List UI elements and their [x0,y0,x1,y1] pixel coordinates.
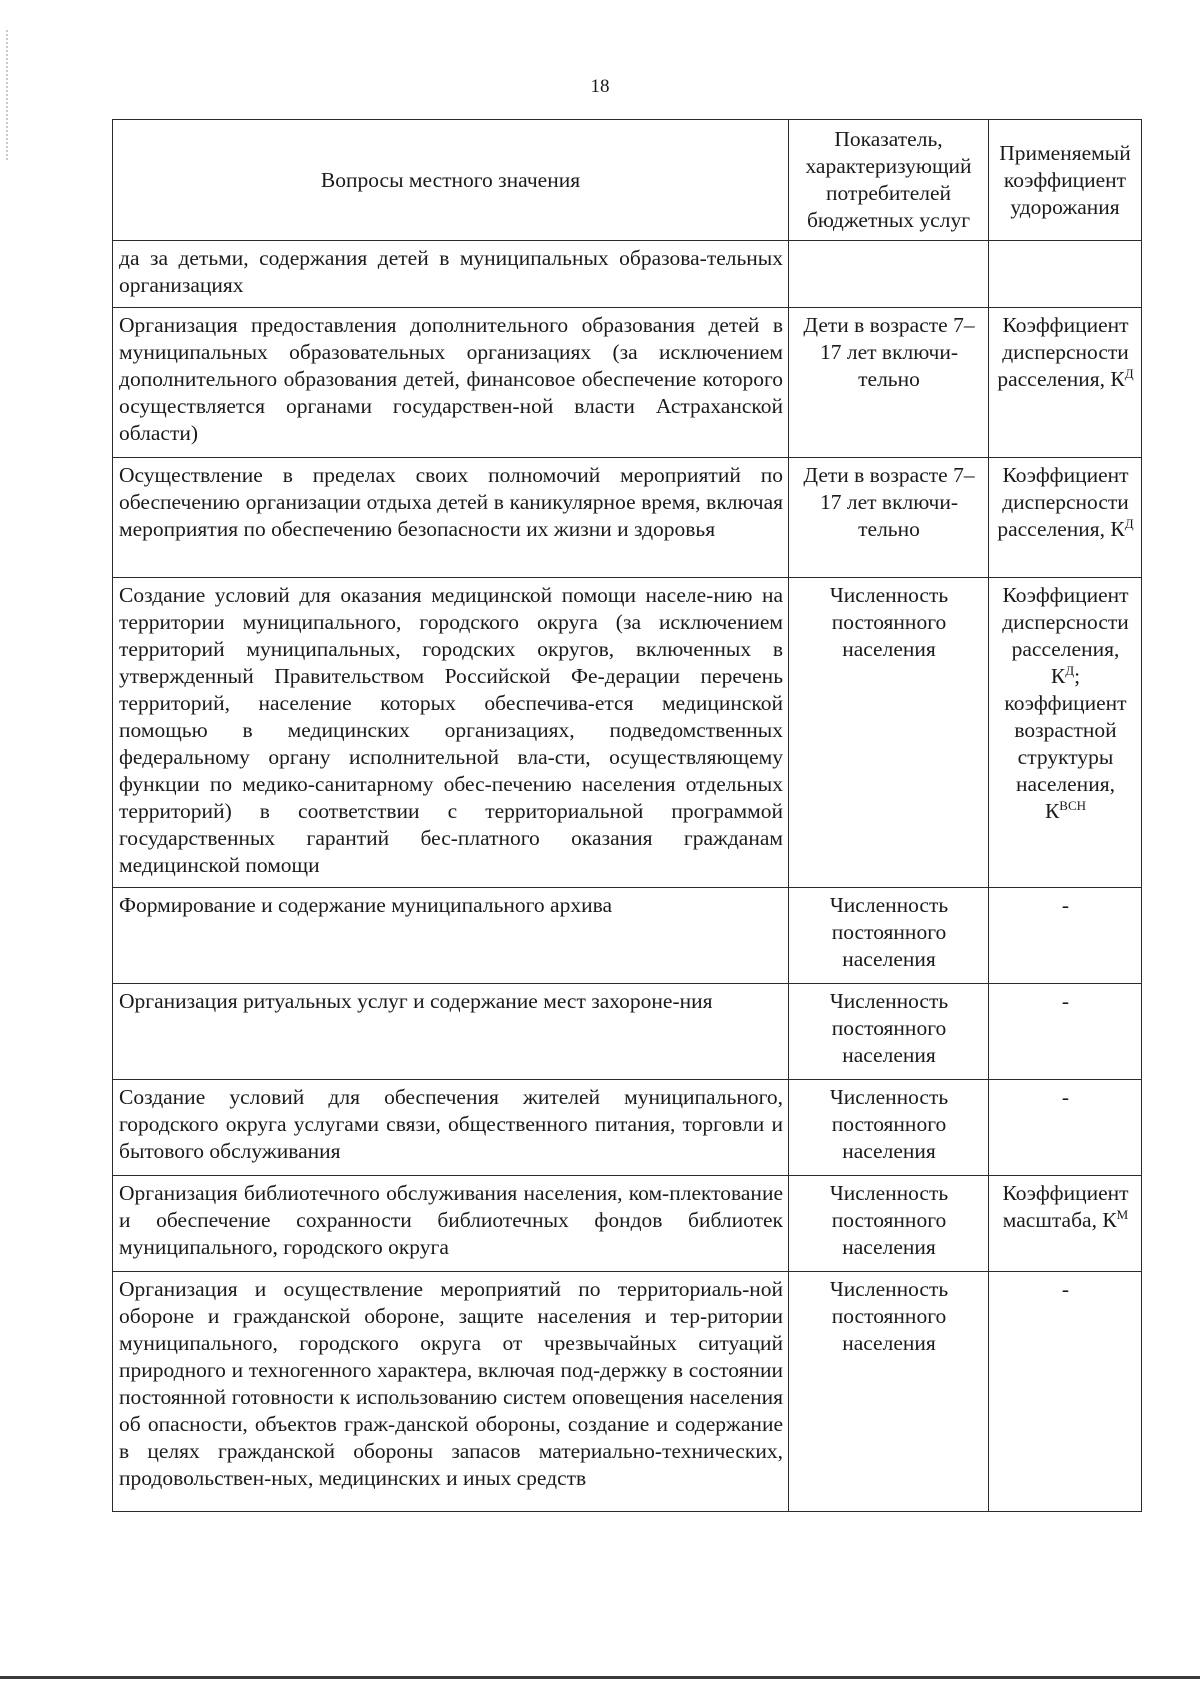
question-cell: Организация ритуальных услуг и содержание мест захороне-ния [113,984,789,1080]
page-number: 18 [590,76,610,97]
coefficient-superscript: Д [1065,662,1075,678]
indicator-cell: Дети в возрасте 7–17 лет включи-тельно [789,308,989,458]
question-cell: Создание условий для оказания медицинской помощи населе-нию на территории муниципального, городского округа (за исключением территорий муниципальных, городских округов, включенных в утвержденный Правительством Российской Фе-дерации перечень территорий, население которых обеспечива-ется медицинской помощью в медицинских организациях, подведомственных федеральному органу исполнительной вла-сти, осуществляющему функции по медико-санитарному обес-печению населения отдельных территорий) в соответствии с территориальной программой государственных гарантий бес-платного оказания гражданам медицинской помощи [113,578,789,888]
coefficient-cell [989,1176,1142,1272]
indicator-cell: Численность постоянного населения [789,1080,989,1176]
scan-bottom-edge [0,1676,1200,1679]
indicator-cell: Численность постоянного населения [789,984,989,1080]
question-cell: Организация библиотечного обслуживания населения, ком-плектование и обеспечение сохранности библиотечных фондов библиотек муниципального, городского округа [113,1176,789,1272]
coefficient-cell: - [989,1080,1142,1176]
table-row [113,1080,1142,1176]
coefficient-cell [989,578,1142,888]
table-row [113,984,1142,1080]
table-row [113,458,1142,578]
header-questions: Вопросы местного значения [113,120,789,241]
header-indicator: Показатель, характеризующий потребителей бюджетных услуг [789,120,989,241]
coefficient-superscript: Д [1124,365,1134,381]
coefficient-cell [989,458,1142,578]
indicator-cell: Численность постоянного населения [789,1176,989,1272]
coefficient-cell [989,241,1142,308]
question-cell: Организация предоставления дополнительного образования детей в муниципальных образовательных организациях (за исключением дополнительного образования детей, финансовое обеспечение которого осуществляется органами государствен-ной власти Астраханской области) [113,308,789,458]
indicator-cell [789,241,989,308]
coefficient-superscript: М [1116,1206,1129,1222]
question-cell: Формирование и содержание муниципального архива [113,888,789,984]
coefficient-superscript: Д [1124,515,1134,531]
coefficient-text: Коэффициент дисперсности расселения, К [997,313,1129,391]
question-cell: Организация и осуществление мероприятий по территориаль-ной обороне и гражданской обороне, защите населения и тер-ритории муниципального, городского округа от чрезвычайных ситуаций природного и техногенного характера, включая под-держку в состоянии постоянной готовности к использованию систем оповещения населения об опасности, объектов граж-данской обороны, создание и содержание в целях гражданской обороны запасов материально-технических, продовольствен-ных, медицинских и иных средств [113,1272,789,1512]
coefficient-text-2: ; коэффициент возрастной структуры населения, К [1004,664,1127,823]
coefficient-cell: - [989,1272,1142,1512]
indicator-cell: Дети в возрасте 7–17 лет включи-тельно [789,458,989,578]
coefficient-text: Коэффициент дисперсности расселения, К [1002,583,1129,688]
question-cell: да за детьми, содержания детей в муниципальных образова-тельных организациях [113,241,789,308]
header-coefficient: Применяемый коэффициент удорожания [989,120,1142,241]
coefficient-superscript-2: ВСН [1059,797,1087,813]
indicator-cell: Численность постоянного населения [789,578,989,888]
coefficient-text: Коэффициент дисперсности расселения, К [997,463,1129,541]
table-row [113,888,1142,984]
table-row [113,1176,1142,1272]
question-cell: Осуществление в пределах своих полномочий мероприятий по обеспечению организации отдыха детей в каникулярное время, включая мероприятия по обеспечению безопасности их жизни и здоровья [113,458,789,578]
indicator-cell: Численность постоянного населения [789,1272,989,1512]
table-row [113,308,1142,458]
table-row [113,1272,1142,1512]
question-cell: Создание условий для обеспечения жителей муниципального, городского округа услугами связи, общественного питания, торговли и бытового обслуживания [113,1080,789,1176]
coefficient-cell: - [989,984,1142,1080]
coefficient-cell: - [989,888,1142,984]
coefficient-text: Коэффициент масштаба, К [1002,1181,1129,1232]
table-row [113,578,1142,888]
table-header-row [113,120,1142,241]
indicator-cell: Численность постоянного населения [789,888,989,984]
local-issues-table [112,119,1142,1512]
table-row [113,241,1142,308]
coefficient-cell [989,308,1142,458]
